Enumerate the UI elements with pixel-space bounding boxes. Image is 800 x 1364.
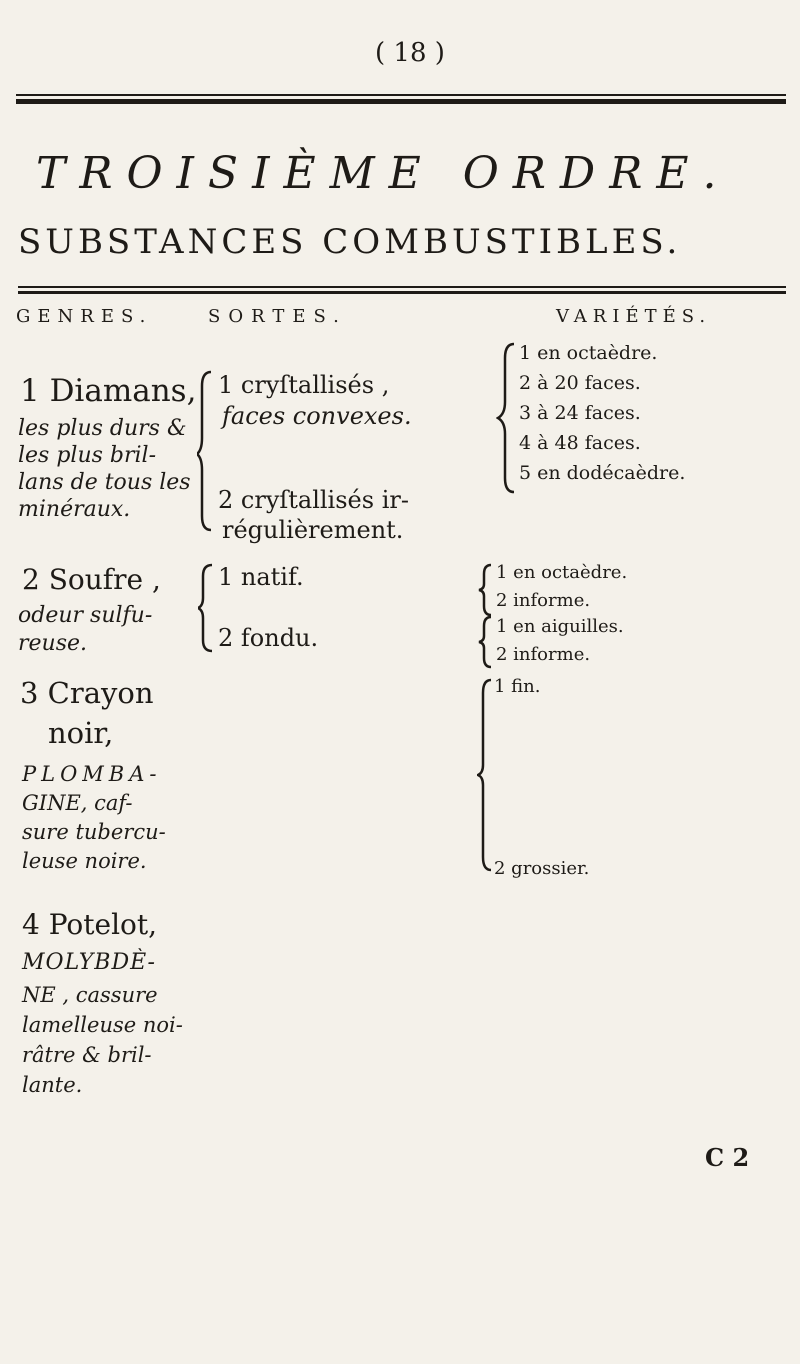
soufre-fondu-variete-1: 1 en aiguilles. (496, 616, 624, 637)
page-number: ( 18 ) (375, 38, 445, 68)
genre-crayon-desc-3: sure tubercu- (22, 820, 166, 844)
crayon-variete-2: 2 grossier. (494, 858, 590, 879)
diamans-sorte-1-line1: 1 cryſtallisés , (218, 371, 390, 399)
genre-soufre-desc-1: odeur sulfu- (18, 603, 153, 628)
soufre-genre-brace (198, 560, 218, 656)
genre-potelot-desc-4: râtre & bril- (22, 1043, 152, 1067)
diamans-sorte-2-line2: régulièrement. (222, 516, 404, 544)
diamans-variete-5: 5 en dodécaèdre. (519, 462, 686, 484)
soufre-sorte-2: 2 fondu. (218, 624, 319, 652)
section-rule-thick (18, 291, 786, 294)
genre-potelot-name: 4 Potelot, (22, 908, 158, 941)
diamans-variete-1: 1 en octaèdre. (519, 342, 658, 364)
diamans-genre-brace (197, 366, 217, 536)
diamans-sorte-brace (496, 338, 520, 498)
genre-diamans-name: 1 Diamans, (20, 373, 197, 409)
genre-diamans-desc-3: lans de tous les (18, 470, 191, 495)
soufre-fondu-brace (477, 614, 497, 670)
diamans-sorte-2-line1: 2 cryſtallisés ir- (218, 486, 409, 514)
page-heading: TROISIÈME ORDRE. (36, 148, 731, 199)
section-rule-thin (18, 286, 786, 288)
genre-potelot-desc-1: MOLYBDÈ- (22, 950, 156, 975)
genre-potelot-desc-5: lante. (22, 1073, 83, 1097)
genre-soufre-desc-2: reuse. (18, 631, 88, 656)
genre-soufre-name: 2 Soufre , (22, 563, 161, 596)
column-header-varietes: VARIÉTÉS. (556, 306, 712, 327)
diamans-sorte-1-line2: faces convexes. (222, 402, 412, 430)
soufre-natif-brace (477, 562, 497, 618)
genre-diamans-desc-2: les plus bril- (18, 443, 157, 468)
page-subheading: SUBSTANCES COMBUSTIBLES. (18, 222, 682, 262)
signature-mark: C 2 (705, 1143, 750, 1172)
header-rule-thin (16, 94, 786, 96)
genre-diamans-desc-4: minéraux. (18, 497, 131, 522)
genre-crayon-desc-4: leuse noire. (22, 849, 147, 873)
genre-crayon-desc-1: PLOMBA- (22, 762, 162, 786)
genre-crayon-name: 3 Crayon (20, 676, 154, 710)
soufre-natif-variete-1: 1 en octaèdre. (496, 562, 628, 583)
genre-crayon-desc-2: GINE, caf- (22, 791, 133, 815)
genre-potelot-desc-2: NE , cassure (22, 983, 158, 1007)
soufre-sorte-1: 1 natif. (218, 563, 304, 591)
diamans-variete-4: 4 à 48 faces. (519, 432, 641, 454)
crayon-variete-1: 1 fin. (494, 676, 541, 697)
genre-diamans-desc-1: les plus durs & (18, 416, 187, 441)
crayon-variete-brace (477, 675, 497, 875)
header-rule-thick (16, 99, 786, 104)
genre-crayon-name-2: noir, (48, 716, 114, 750)
soufre-natif-variete-2: 2 informe. (496, 590, 591, 611)
diamans-variete-3: 3 à 24 faces. (519, 402, 641, 424)
column-header-sortes: SORTES. (208, 306, 347, 327)
column-header-genres: GENRES. (16, 306, 153, 327)
genre-potelot-desc-3: lamelleuse noi- (22, 1013, 183, 1037)
diamans-variete-2: 2 à 20 faces. (519, 372, 641, 394)
soufre-fondu-variete-2: 2 informe. (496, 644, 591, 665)
